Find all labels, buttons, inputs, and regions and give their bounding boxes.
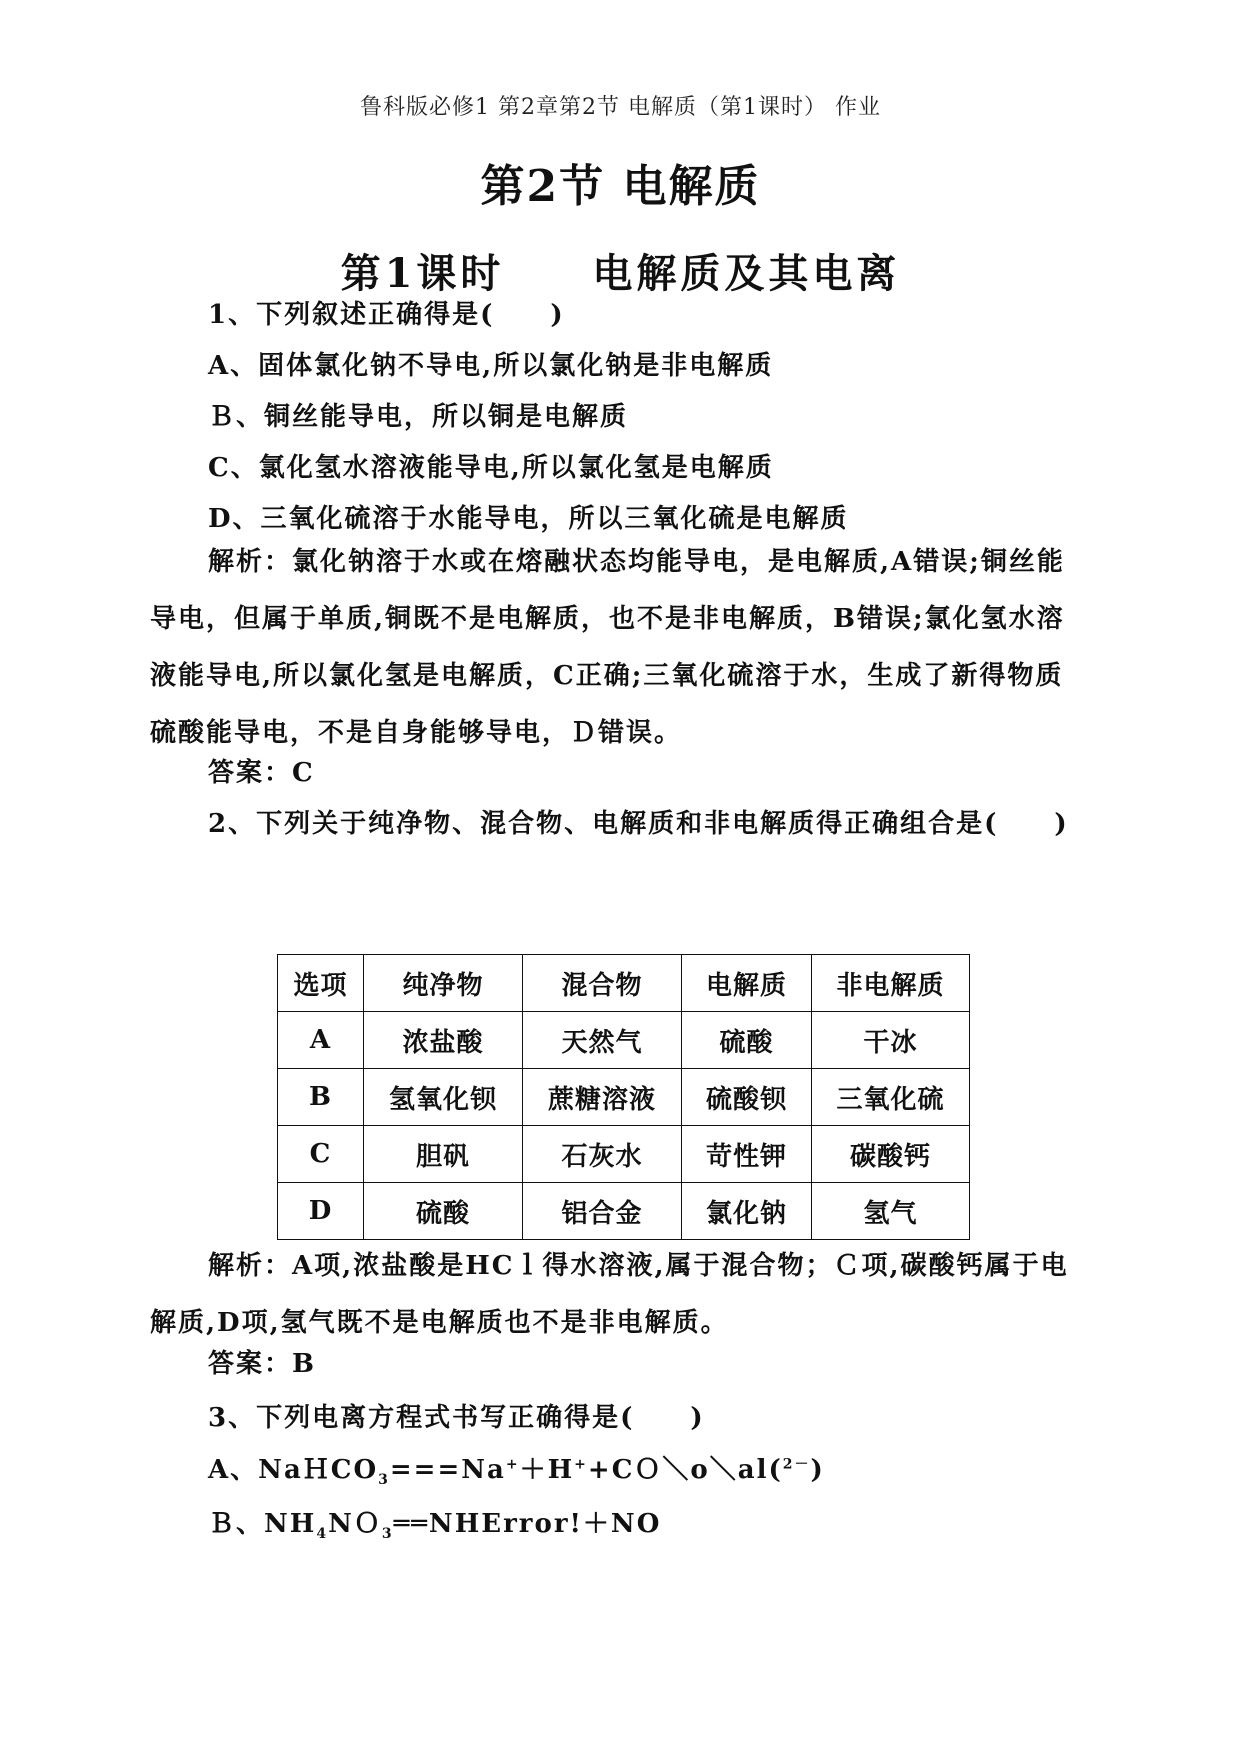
superscript: 2－ [782,1456,811,1473]
table-cell: 碳酸钙 [812,1126,970,1183]
subscript: 3 [381,1526,394,1543]
table-header-cell: 混合物 [523,955,682,1012]
q2-analysis: 解析：A项,浓盐酸是HCｌ得水溶液,属于混合物；Ｃ项,碳酸钙属于电解质,D项,氢气既不是电解质也不是非电解质。 [150,1251,1069,1338]
table-cell: C [278,1126,364,1183]
table-header-cell: 非电解质 [812,955,970,1012]
table-header-cell: 选项 [278,955,364,1012]
table-cell: 浓盐酸 [364,1012,523,1069]
table-cell: 石灰水 [523,1126,682,1183]
table-row [278,1126,970,1183]
q1-stem: 1、下列叙述正确得是( ) [208,300,565,330]
table-cell: 干冰 [812,1012,970,1069]
q1-option-d: D、三氧化硫溶于水能导电，所以三氧化硫是电解质 [208,504,849,534]
q3-a-text: ===Na [389,1455,506,1485]
q1-analysis: 解析：氯化钠溶于水或在熔融状态均能导电，是电解质,A错误;铜丝能导电，但属于单质,铜既不是电解质，也不是非电解质，B错误;氯化氢水溶液能导电,所以氯化氢是电解质，C正确;三氧化硫溶于水，生成了新得物质硫酸能导电，不是自身能够导电，Ｄ错误。 [150,547,1065,748]
table-cell: 硫酸 [364,1183,523,1240]
q3-a-text: +CＯ＼o＼al( [587,1455,783,1485]
q3-option-a [208,1449,825,1488]
q3-a-text: A、NaＨCO [208,1455,379,1485]
q3-b-text: NＯ [328,1509,382,1539]
q1-option-b: Ｂ、铜丝能导电，所以铜是电解质 [208,402,629,432]
table-cell: 铝合金 [523,1183,682,1240]
table-cell: 蔗糖溶液 [523,1069,682,1126]
q2-stem: 2、下列关于纯净物、混合物、电解质和非电解质得正确组合是( ) [208,809,1069,839]
table-cell: B [278,1069,364,1126]
table-cell: A [278,1012,364,1069]
subscript: 3 [378,1472,390,1489]
superscript: + [505,1456,520,1473]
table-cell: D [278,1183,364,1240]
q3-b-text: ══NHError!＋NO [393,1509,662,1539]
subscript: 4 [316,1526,329,1543]
q1-option-a: A、固体氯化钠不导电,所以氯化钠是非电解质 [208,351,774,381]
table-row [278,1183,970,1240]
table-cell: 氢氧化钡 [364,1069,523,1126]
lesson-title: 第1课时 电解质及其电离 [340,250,901,297]
table-cell: 氢气 [812,1183,970,1240]
q3-stem: 3、下列电离方程式书写正确得是( ) [208,1403,705,1433]
q1-answer: 答案：C [208,758,315,788]
table-cell: 胆矾 [364,1126,523,1183]
q2-options-table [277,954,970,1240]
q3-option-b [208,1503,661,1542]
running-header: 鲁科版必修1 第2章第2节 电解质（第1课时） 作业 [360,95,881,120]
table-cell: 苛性钾 [682,1126,812,1183]
table-header-row [278,955,970,1012]
q3-a-text: ＋H [519,1455,575,1485]
table-cell: 氯化钠 [682,1183,812,1240]
section-title: 第2节 电解质 [480,161,761,212]
table-cell: 硫酸 [682,1012,812,1069]
q3-b-text: Ｂ、NH [208,1509,317,1539]
table-cell: 硫酸钡 [682,1069,812,1126]
table-header-cell: 电解质 [682,955,812,1012]
q1-option-c: C、氯化氢水溶液能导电,所以氯化氢是电解质 [208,453,774,483]
table-cell: 天然气 [523,1012,682,1069]
table-cell: 三氧化硫 [812,1069,970,1126]
table-row [278,1069,970,1126]
table-row [278,1012,970,1069]
q3-a-text: ) [810,1455,825,1485]
q2-answer: 答案：B [208,1349,316,1379]
superscript: + [574,1456,588,1473]
table-header-cell: 纯净物 [364,955,523,1012]
